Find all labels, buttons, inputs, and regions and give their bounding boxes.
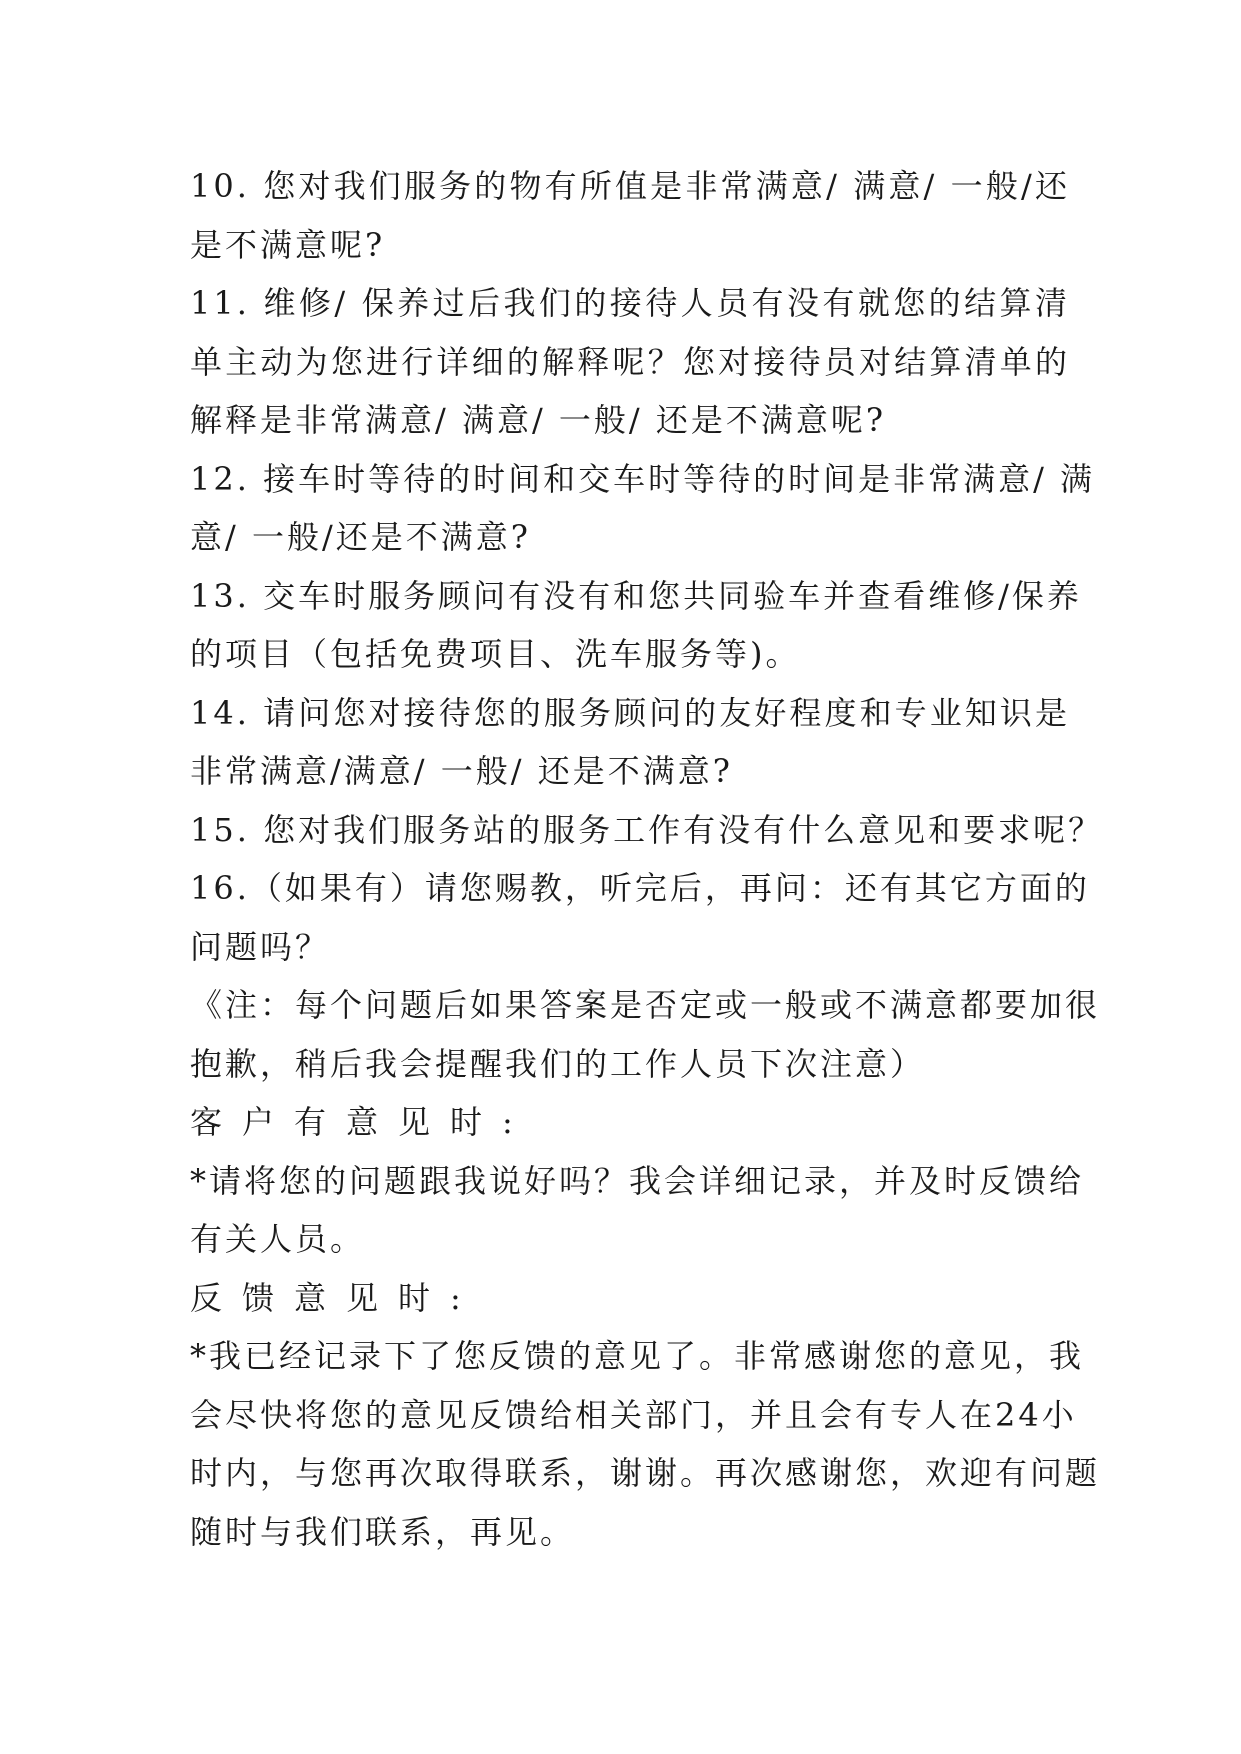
q16-line-1: 16.（如果有）请您赐教，听完后，再问：还有其它方面的 [190, 869, 1090, 907]
customer-opinion-line-1: *请将您的问题跟我说好吗？我会详细记录，并及时反馈给 [190, 1161, 1085, 1200]
note-line-2: 抱歉，稍后我会提醒我们的工作人员下次注意） [190, 1044, 926, 1083]
feedback-heading: 反馈意见时: [190, 1278, 481, 1317]
q15-line-1: 15. 您对我们服务站的服务工作有没有什么意见和要求呢？ [190, 810, 1104, 849]
q12-line-2: 意/ 一般/还是不满意? [190, 518, 531, 556]
q12-line-1: 12. 接车时等待的时间和交车时等待的时间是非常满意/ 满 [190, 459, 1096, 498]
feedback-line-2: 会尽快将您的意见反馈给相关部门，并且会有专人在24小 [190, 1395, 1077, 1434]
customer-opinion-line-2: 有关人员。 [190, 1220, 366, 1258]
q11-line-2: 单主动为您进行详细的解释呢？您对接待员对结算清单的 [190, 342, 1070, 381]
q14-line-1: 14. 请问您对接待您的服务顾问的友好程度和专业知识是 [190, 693, 1070, 732]
q10-line-2: 是不满意呢? [190, 225, 386, 264]
q13-line-2: 的项目（包括免费项目、洗车服务等)。 [190, 635, 801, 673]
q11-line-3: 解释是非常满意/ 满意/ 一般/ 还是不满意呢? [190, 401, 887, 439]
feedback-line-1: *我已经记录下了您反馈的意见了。非常感谢您的意见，我 [190, 1337, 1085, 1375]
q14-line-2: 非常满意/满意/ 一般/ 还是不满意? [190, 752, 733, 790]
document-body [190, 157, 1104, 1561]
q10-line-1: 10. 您对我们服务的物有所值是非常满意/ 满意/ 一般/还 [190, 167, 1070, 205]
customer-opinion-heading: 客户有意见时: [190, 1103, 533, 1141]
note-line-1: 《注：每个问题后如果答案是否定或一般或不满意都要加很 [190, 986, 1101, 1024]
feedback-line-3: 时内，与您再次取得联系，谢谢。再次感谢您，欢迎有问题 [190, 1454, 1101, 1492]
feedback-line-4: 随时与我们联系，再见。 [190, 1512, 576, 1551]
q16-line-2: 问题吗？ [190, 927, 331, 966]
q13-line-1: 13. 交车时服务顾问有没有和您共同验车并查看维修/保养 [190, 576, 1082, 615]
q11-line-1: 11. 维修/ 保养过后我们的接待人员有没有就您的结算清 [190, 284, 1070, 322]
